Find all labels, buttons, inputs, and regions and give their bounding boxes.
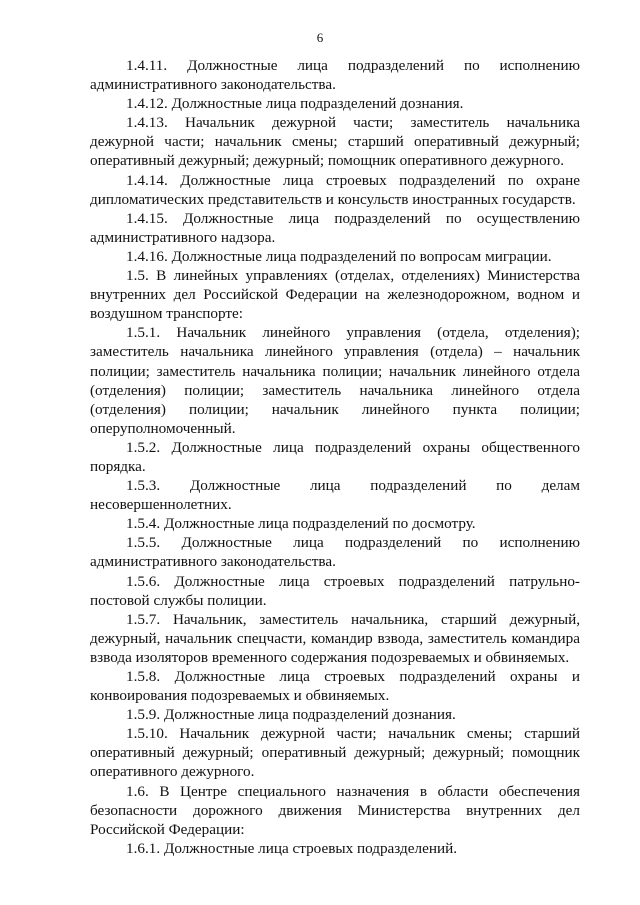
paragraph-1-5-10: 1.5.10. Начальник дежурной части; начальник смены; старший оперативный дежурный; оперативный дежурный; дежурный; помощник оперативного дежурного. <box>90 725 580 781</box>
paragraph-1-5-2: 1.5.2. Должностные лица подразделений охраны общественного порядка. <box>90 438 580 475</box>
paragraph-1-5-6: 1.5.6. Должностные лица строевых подразделений патрульно-постовой службы полиции. <box>90 572 580 609</box>
paragraph-1-5: 1.5. В линейных управлениях (отделах, отделениях) Министерства внутренних дел Российской Федерации на железнодорожном, водном и воздушном транспорте: <box>90 267 580 323</box>
paragraph-1-4-15: 1.4.15. Должностные лица подразделений по осуществлению административного надзора. <box>90 209 580 246</box>
paragraph-1-4-14: 1.4.14. Должностные лица строевых подразделений по охране дипломатических представительств и консульств иностранных государств. <box>90 171 580 208</box>
paragraph-1-5-4: 1.5.4. Должностные лица подразделений по досмотру. <box>126 515 476 533</box>
paragraph-1-5-7: 1.5.7. Начальник, заместитель начальника, старший дежурный, дежурный, начальник спецчасти, командир взвода, заместитель командира взвода изоляторов временного содержания подозреваемых и обвиняемых. <box>90 610 580 666</box>
paragraph-1-4-13: 1.4.13. Начальник дежурной части; заместитель начальника дежурной части; начальник смены; старший оперативный дежурный; оперативный дежурный; дежурный; помощник оперативного дежурного. <box>90 114 580 170</box>
paragraph-1-4-11: 1.4.11. Должностные лица подразделений по исполнению административного законодательства. <box>90 57 580 94</box>
paragraph-1-5-8: 1.5.8. Должностные лица строевых подразделений охраны и конвоирования подозреваемых и обвиняемых. <box>90 668 580 705</box>
paragraph-1-6: 1.6. В Центре специального назначения в области обеспечения безопасности дорожного движения Министерства внутренних дел Российской Федерации: <box>90 782 580 838</box>
paragraph-1-4-16: 1.4.16. Должностные лица подразделений по вопросам миграции. <box>126 247 552 265</box>
paragraph-1-4-12: 1.4.12. Должностные лица подразделений дознания. <box>126 95 464 113</box>
page-number: 6 <box>316 30 324 45</box>
paragraph-1-5-5: 1.5.5. Должностные лица подразделений по исполнению административного законодательства. <box>90 534 580 571</box>
paragraph-1-5-9: 1.5.9. Должностные лица подразделений дознания. <box>126 706 456 724</box>
paragraph-1-5-1: 1.5.1. Начальник линейного управления (отдела, отделения); заместитель начальника линейного управления (отдела) – начальник полиции; заместитель начальника полиции; начальник линейного отдела (отделения) полиции; заместитель начальника линейного отдела (отделения) полиции; начальник линейного пункта полиции; оперуполномоченный. <box>90 324 580 437</box>
paragraph-1-6-1: 1.6.1. Должностные лица строевых подразделений. <box>126 839 457 857</box>
document-body <box>90 56 580 858</box>
paragraph-1-5-3: 1.5.3. Должностные лица подразделений по делам несовершеннолетних. <box>90 477 580 514</box>
